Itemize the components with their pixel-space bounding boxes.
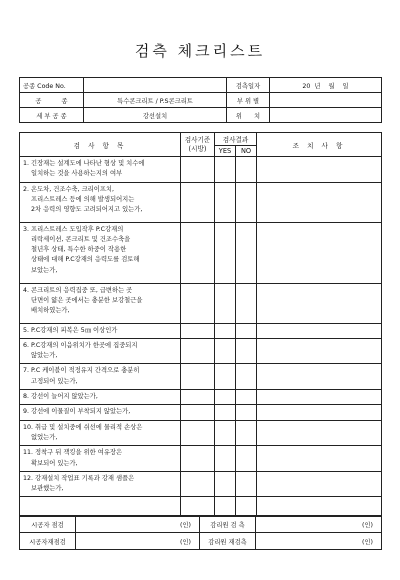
contractor-check-label: 시공자 점검 <box>20 516 76 533</box>
part-field[interactable] <box>270 93 382 108</box>
no-cell[interactable] <box>236 497 257 517</box>
sub-type-label: 세 부 공 종 <box>20 108 84 123</box>
checklist-item-text <box>20 497 181 517</box>
action-cell[interactable] <box>257 182 382 222</box>
table-row <box>20 405 382 420</box>
signature-table <box>19 515 382 550</box>
page-title: 검측 체크리스트 <box>134 42 266 60</box>
table-row <box>20 390 382 405</box>
contractor-recheck-seal[interactable]: (인) <box>76 533 200 550</box>
no-cell[interactable] <box>236 420 257 446</box>
criteria-cell[interactable] <box>181 446 215 472</box>
work-type-label: 공 종 <box>20 93 84 108</box>
project-code-field[interactable] <box>84 78 227 93</box>
supervisor-inspection-label: 감리원 검 측 <box>200 516 256 533</box>
action-cell[interactable] <box>257 497 382 517</box>
checklist-item-text: 10. 취급 및 설치중에 쉬선에 물리적 손상은 없었는가, <box>20 420 181 446</box>
checklist-item-text: 4. 콘크리트의 응력집중 또, 급변하는 곳 단면이 얇은 곳에서는 충분한 보강철근을 배치하였는가, <box>20 283 181 323</box>
action-cell[interactable] <box>257 222 382 283</box>
action-cell[interactable] <box>257 338 382 364</box>
no-cell[interactable] <box>236 390 257 405</box>
checklist-rows <box>20 157 382 517</box>
action-cell[interactable] <box>257 420 382 446</box>
checklist-item-text: 12. 강재설치 작업표 기록과 강재 샘플은 보관했는가, <box>20 471 181 497</box>
checklist-item-text: 5. P.C강재의 피복은 5㎝ 이상인가 <box>20 323 181 338</box>
action-cell[interactable] <box>257 446 382 472</box>
no-cell[interactable] <box>236 471 257 497</box>
yes-cell[interactable] <box>215 283 236 323</box>
criteria-cell[interactable] <box>181 182 215 222</box>
checklist-item-text: 8. 강선이 늘어지 않았는가, <box>20 390 181 405</box>
yes-cell[interactable] <box>215 420 236 446</box>
work-type-field[interactable]: 특수콘크리트 / P.S콘크리트 <box>84 93 227 108</box>
criteria-cell[interactable] <box>181 338 215 364</box>
yes-cell[interactable] <box>215 497 236 517</box>
action-cell[interactable] <box>257 323 382 338</box>
sub-type-field[interactable]: 강선설치 <box>84 108 227 123</box>
criteria-cell[interactable] <box>181 390 215 405</box>
checklist-item-text: 2. 온도차, 건조수축, 크리이프치, 프리스트레스 등에 의해 발생되어지는 2차 응력의 영향도 고려되어지고 있는가, <box>20 182 181 222</box>
table-row <box>20 338 382 364</box>
col-header-yes: YES <box>215 146 236 157</box>
yes-cell[interactable] <box>215 323 236 338</box>
criteria-cell[interactable] <box>181 222 215 283</box>
table-row <box>20 182 382 222</box>
no-cell[interactable] <box>236 323 257 338</box>
checklist-item-text: 9. 강선에 이물질이 부착되지 않았는가, <box>20 405 181 420</box>
no-cell[interactable] <box>236 446 257 472</box>
table-row <box>20 497 382 517</box>
criteria-cell[interactable] <box>181 405 215 420</box>
yes-cell[interactable] <box>215 157 236 183</box>
yes-cell[interactable] <box>215 446 236 472</box>
col-header-result: 검사결과 <box>215 133 257 146</box>
criteria-cell[interactable] <box>181 364 215 390</box>
no-cell[interactable] <box>236 222 257 283</box>
table-row <box>20 446 382 472</box>
location-label: 위 치 <box>227 108 270 123</box>
supervisor-reinspection-seal[interactable]: (인) <box>256 533 382 550</box>
part-label: 부 위 별 <box>227 93 270 108</box>
table-row <box>20 471 382 497</box>
table-row <box>20 323 382 338</box>
table-row <box>20 420 382 446</box>
location-field[interactable] <box>270 108 382 123</box>
inspection-date-label: 검측일자 <box>227 78 270 93</box>
action-cell[interactable] <box>257 364 382 390</box>
yes-cell[interactable] <box>215 405 236 420</box>
action-cell[interactable] <box>257 283 382 323</box>
checklist-item-text: 7. P.C 케이블이 적정유지 간격으로 충분히 고정되어 있는가, <box>20 364 181 390</box>
criteria-cell[interactable] <box>181 497 215 517</box>
checklist-table <box>19 132 382 517</box>
yes-cell[interactable] <box>215 390 236 405</box>
col-header-items: 검 사 항 목 <box>20 133 181 157</box>
col-header-action: 조 치 사 항 <box>257 133 382 157</box>
action-cell[interactable] <box>257 157 382 183</box>
criteria-cell[interactable] <box>181 323 215 338</box>
criteria-cell[interactable] <box>181 471 215 497</box>
criteria-cell[interactable] <box>181 157 215 183</box>
table-row <box>20 157 382 183</box>
criteria-cell[interactable] <box>181 283 215 323</box>
no-cell[interactable] <box>236 364 257 390</box>
criteria-cell[interactable] <box>181 420 215 446</box>
checklist-item-text: 1. 긴장재는 설계도에 나타난 형상 및 치수에 일치하는 것을 사용하는지의 여부 <box>20 157 181 183</box>
col-header-criteria: 검사기준 (시방) <box>181 133 215 157</box>
yes-cell[interactable] <box>215 182 236 222</box>
no-cell[interactable] <box>236 283 257 323</box>
checklist-item-text: 11. 정착구 뒤 잭킹을 위한 여유장은 확보되어 있는가, <box>20 446 181 472</box>
checklist-item-text: 3. 프리스트레스 도입작후 P.C강재의 리락세이션, 콘크리트 및 건조수축을 철년후 상태, 특수한 하중이 작용한 상태에 대해 P.C강재의 응력도를 검토해 보았는가, <box>20 222 181 283</box>
supervisor-reinspection-label: 감리원 재검측 <box>200 533 256 550</box>
supervisor-inspection-seal[interactable]: (인) <box>256 516 382 533</box>
no-cell[interactable] <box>236 157 257 183</box>
yes-cell[interactable] <box>215 338 236 364</box>
col-header-no: NO <box>236 146 257 157</box>
action-cell[interactable] <box>257 471 382 497</box>
action-cell[interactable] <box>257 405 382 420</box>
yes-cell[interactable] <box>215 222 236 283</box>
no-cell[interactable] <box>236 182 257 222</box>
inspection-date-field[interactable]: 20 년 월 일 <box>270 78 382 93</box>
contractor-check-seal[interactable]: (인) <box>76 516 200 533</box>
no-cell[interactable] <box>236 405 257 420</box>
action-cell[interactable] <box>257 390 382 405</box>
yes-cell[interactable] <box>215 471 236 497</box>
info-table <box>19 77 382 123</box>
table-row <box>20 283 382 323</box>
project-code-label: 공종 Code No. <box>20 78 84 93</box>
yes-cell[interactable] <box>215 364 236 390</box>
no-cell[interactable] <box>236 338 257 364</box>
table-row <box>20 222 382 283</box>
checklist-item-text: 6. P.C강재의 이음위치가 한곳에 집중되지 않았는가, <box>20 338 181 364</box>
table-row <box>20 364 382 390</box>
contractor-recheck-label: 시공자재점검 <box>20 533 76 550</box>
